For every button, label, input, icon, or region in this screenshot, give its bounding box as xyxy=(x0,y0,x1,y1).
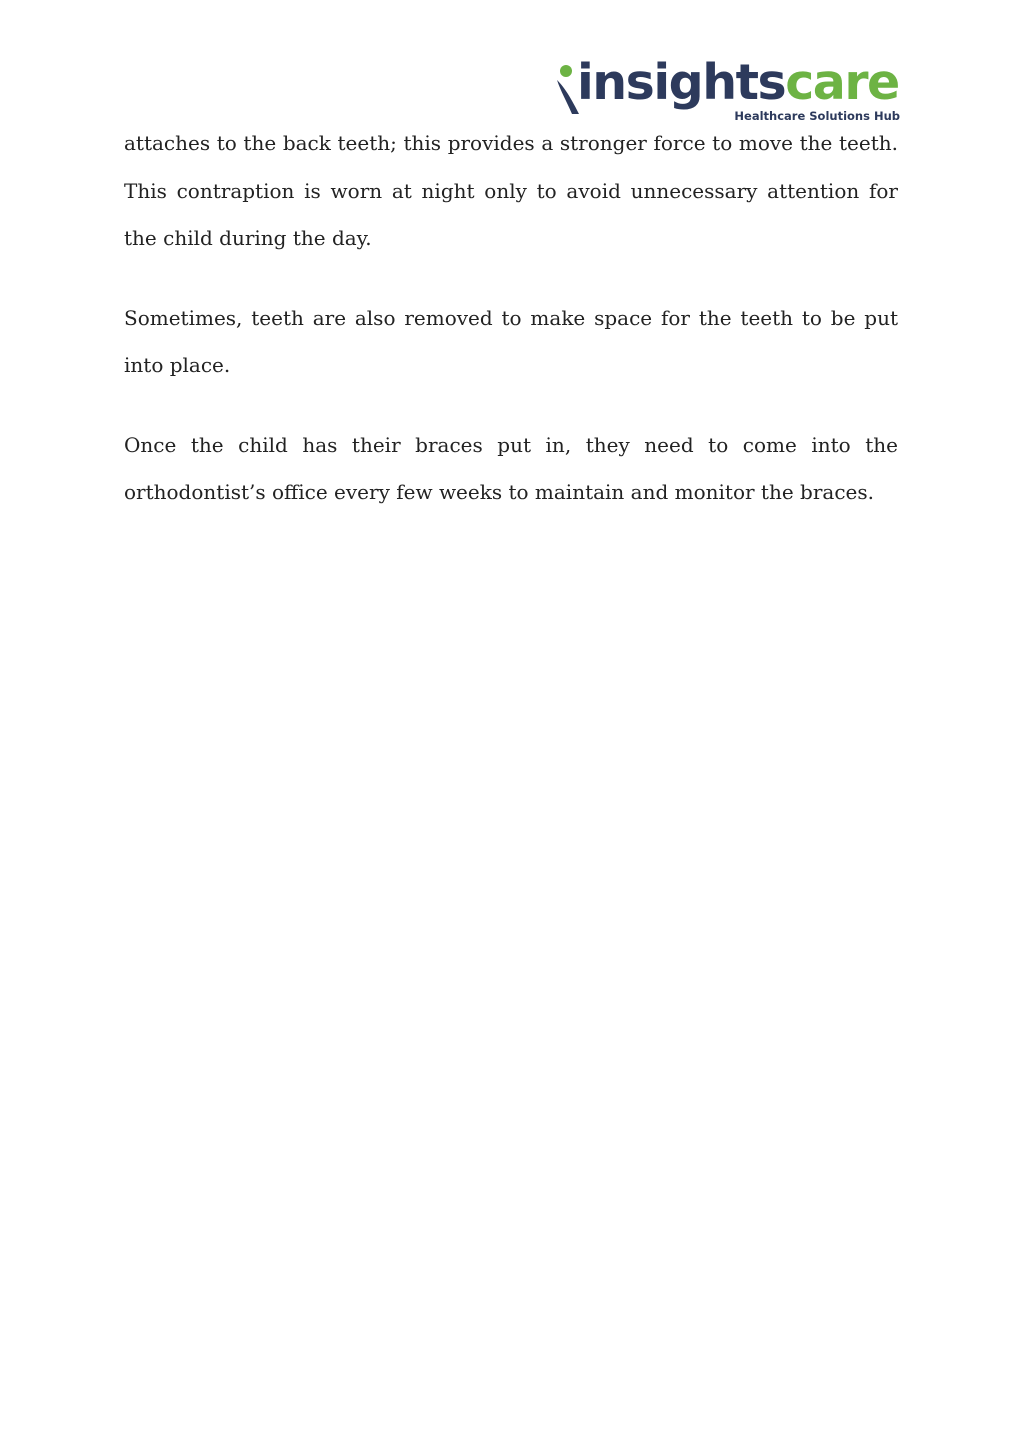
logo-tagline: Healthcare Solutions Hub xyxy=(734,109,900,123)
logo-word-care: care xyxy=(785,54,899,111)
document-body xyxy=(124,120,898,549)
brand-logo xyxy=(555,54,900,126)
paragraph-2: Sometimes, teeth are also removed to make space for the teeth to be put into place. xyxy=(124,305,898,377)
paragraph-3: Once the child has their braces put in, they need to come into the orthodontist’s office every few weeks to maintain and monitor the braces. xyxy=(124,432,898,504)
logo-wordmark xyxy=(577,54,899,111)
paragraph-1: attaches to the back teeth; this provides a stronger force to move the teeth. This contraption is worn at night only to avoid unnecessary attention for the child during the day. xyxy=(124,131,898,250)
logo-word-insights: insights xyxy=(577,54,786,111)
